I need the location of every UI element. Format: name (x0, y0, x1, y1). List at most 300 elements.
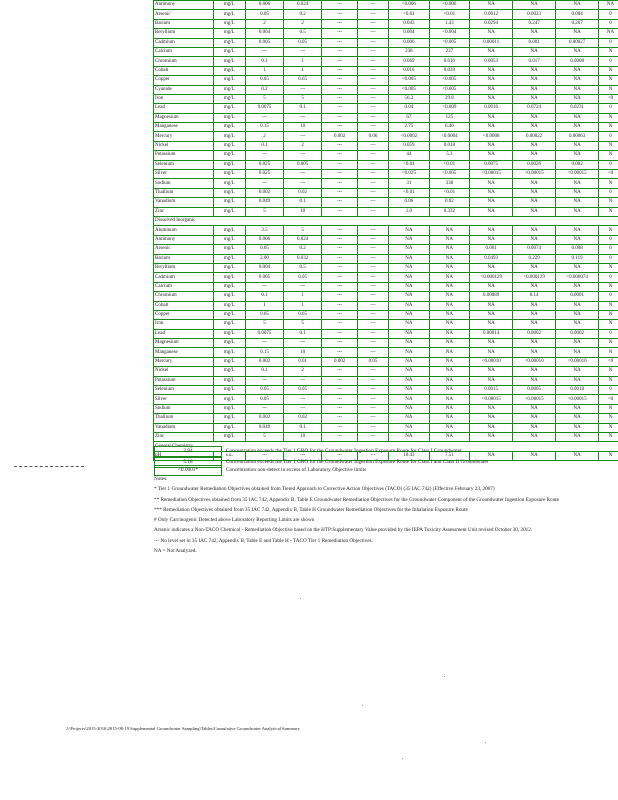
value-cell: mg/L (213, 160, 245, 169)
value-cell: --- (358, 367, 389, 376)
value-cell: <0.00010 (470, 357, 513, 366)
value-cell: --- (358, 226, 389, 235)
value-cell: 237 (429, 47, 470, 56)
value-cell: NA (513, 235, 556, 244)
value-cell: NA (429, 273, 470, 282)
value-cell: NA (389, 386, 430, 395)
value-cell: --- (284, 376, 322, 385)
value-cell: 5 (245, 94, 283, 103)
note-line: *** Remediation Objectives obtained from 35 IAC 742, Appendix B, Table H Groundwater Remediation Objectives for the Inhalation Exposure Route (154, 506, 468, 513)
value-cell: NA (429, 263, 470, 272)
value-cell: --- (322, 170, 358, 179)
value-cell: 0.267 (556, 19, 599, 28)
value-cell: --- (358, 151, 389, 160)
value-cell: 0.0053 (470, 57, 513, 66)
analyte-cell: Copper (154, 310, 214, 319)
value-cell: mg/L (213, 320, 245, 329)
value-cell: NA (556, 451, 599, 460)
value-cell: 0.5 (284, 263, 322, 272)
value-cell: 0.1 (284, 423, 322, 432)
value-cell: NA (513, 85, 556, 94)
table-row (154, 141, 618, 150)
table-row (154, 29, 618, 38)
value-cell: 0.2 (284, 10, 322, 19)
value-cell: --- (358, 47, 389, 56)
value-cell: N (599, 414, 618, 423)
analyte-cell: Beryllium (154, 263, 214, 272)
value-cell: NA (556, 188, 599, 197)
value-cell: NA (513, 226, 556, 235)
value-cell: NA (556, 423, 599, 432)
value-cell: NA (513, 414, 556, 423)
analyte-cell: Mercury (154, 132, 214, 141)
value-cell: N (599, 339, 618, 348)
value-cell: 0.002 (245, 357, 283, 366)
value-cell: mg/L (213, 245, 245, 254)
value-cell: 0.0231 (556, 104, 599, 113)
value-cell: NA (429, 310, 470, 319)
value-cell: mg/L (213, 38, 245, 47)
value-cell: --- (322, 292, 358, 301)
analyte-cell: Barium (154, 254, 214, 263)
value-cell: 0.332 (429, 207, 470, 216)
value-cell: NA (429, 376, 470, 385)
value-cell: 0 (599, 235, 618, 244)
value-cell: --- (284, 151, 322, 160)
value-cell: NA (556, 367, 599, 376)
value-cell: 5 (245, 432, 283, 441)
value-cell: NA (556, 404, 599, 413)
value-cell: N (599, 432, 618, 441)
value-cell: --- (358, 329, 389, 338)
value-cell: mg/L (213, 254, 245, 263)
analyte-cell: Manganese (154, 123, 214, 132)
legend-text: Concentration exceeds the Tier 1 GRO for the Groundwater Ingestion Exposure Route for Class I and Class II Groundwater (226, 459, 489, 465)
value-cell: <0.005 (389, 85, 430, 94)
value-cell: 44 (389, 151, 430, 160)
value-cell: 0 (599, 245, 618, 254)
value-cell: --- (322, 320, 358, 329)
value-cell: 0.05 (245, 10, 283, 19)
value-cell: NA (470, 29, 513, 38)
table-row (154, 151, 618, 160)
value-cell: --- (322, 432, 358, 441)
value-cell: --- (245, 404, 283, 413)
value-cell: --- (322, 395, 358, 404)
analyte-cell: Barium (154, 19, 214, 28)
value-cell: <0.005 (429, 38, 470, 47)
value-cell: --- (322, 19, 358, 28)
value-cell: --- (284, 47, 322, 56)
value-cell: --- (322, 160, 358, 169)
value-cell: NA (513, 432, 556, 441)
value-cell: mg/L (213, 273, 245, 282)
table-row (154, 386, 618, 395)
value-cell: <0.005 (429, 76, 470, 85)
value-cell: NA (429, 320, 470, 329)
value-cell: NA (513, 282, 556, 291)
table-row (154, 423, 618, 432)
value-cell: N (599, 47, 618, 56)
value-cell: <0.01 (389, 160, 430, 169)
analyte-cell: Silver (154, 170, 214, 179)
value-cell: 29.8 (429, 94, 470, 103)
table-row (154, 38, 618, 47)
table-row (154, 329, 618, 338)
value-cell: 0.02 (284, 188, 322, 197)
value-cell: 0.01 (284, 357, 322, 366)
value-cell: --- (358, 235, 389, 244)
value-cell: 0.002 (245, 188, 283, 197)
value-cell: NA (513, 301, 556, 310)
value-cell: mg/L (213, 188, 245, 197)
value-cell: NA (470, 282, 513, 291)
value-cell: N (599, 423, 618, 432)
value-cell: --- (358, 320, 389, 329)
value-cell: 0.14 (513, 292, 556, 301)
value-cell: 0.004 (245, 263, 283, 272)
value-cell: <0.004 (429, 29, 470, 38)
value-cell: NA (389, 282, 430, 291)
value-cell: 5 (284, 320, 322, 329)
value-cell: NA (429, 357, 470, 366)
value-cell: --- (358, 76, 389, 85)
value-cell: mg/L (213, 367, 245, 376)
value-cell: NA (429, 339, 470, 348)
value-cell: 0.00089 (470, 292, 513, 301)
value-cell: --- (322, 451, 358, 460)
value-cell: NA (513, 94, 556, 103)
table-row (154, 160, 618, 169)
value-cell: 0.229 (513, 254, 556, 263)
value-cell: N (599, 151, 618, 160)
value-cell: <0.0004 (429, 132, 470, 141)
analyte-cell: Chromium (154, 292, 214, 301)
value-cell: <0.01 (429, 10, 470, 19)
value-cell: NA (470, 339, 513, 348)
value-cell: 0.0012 (470, 10, 513, 19)
value-cell: 0.004 (245, 29, 283, 38)
value-cell: 0.032 (284, 254, 322, 263)
value-cell: NA (599, 29, 618, 38)
value-cell: 0.65 (245, 310, 283, 319)
analyte-cell: Cobalt (154, 66, 214, 75)
value-cell: 0.002 (556, 160, 599, 169)
value-cell: NA (556, 339, 599, 348)
value-cell: NA (470, 141, 513, 150)
value-cell: NA (513, 188, 556, 197)
value-cell: N (599, 404, 618, 413)
value-cell: 31 (389, 179, 430, 188)
value-cell: 0.0002 (556, 329, 599, 338)
value-cell: --- (358, 113, 389, 122)
value-cell: 0.0075 (245, 329, 283, 338)
value-cell: 0 (599, 188, 618, 197)
value-cell: NA (470, 367, 513, 376)
value-cell: <0.00010 (556, 357, 599, 366)
analyte-cell: Iron (154, 94, 214, 103)
value-cell: --- (322, 263, 358, 272)
value-cell: NA (389, 263, 430, 272)
value-cell: NA (429, 292, 470, 301)
value-cell: 0.1 (284, 104, 322, 113)
value-cell: --- (358, 10, 389, 19)
value-cell: <0 (599, 357, 618, 366)
value-cell: 125 (429, 113, 470, 122)
value-cell: --- (322, 310, 358, 319)
table-row (154, 179, 618, 188)
value-cell: 0.0075 (245, 104, 283, 113)
value-cell: <0 (599, 94, 618, 103)
analyte-cell: Chromium (154, 57, 214, 66)
value-cell: 0.049 (245, 198, 283, 207)
legend-row (154, 446, 462, 456)
value-cell: 0.049 (245, 423, 283, 432)
value-cell: 1.0 (389, 207, 430, 216)
value-cell: 10 (284, 207, 322, 216)
value-cell: --- (322, 226, 358, 235)
value-cell: --- (358, 376, 389, 385)
value-cell: <0.000129 (513, 273, 556, 282)
value-cell: NA (556, 301, 599, 310)
value-cell: --- (322, 141, 358, 150)
value-cell: --- (358, 451, 389, 460)
value-cell: 0.00027 (556, 38, 599, 47)
value-cell: 0 (599, 38, 618, 47)
value-cell: --- (284, 113, 322, 122)
value-cell: 3.5 (245, 226, 283, 235)
value-cell: NA (470, 263, 513, 272)
value-cell: 0.1 (284, 198, 322, 207)
value-cell: mg/L (213, 47, 245, 56)
value-cell: NA (470, 47, 513, 56)
value-cell: 56.2 (389, 94, 430, 103)
value-cell: 238 (389, 47, 430, 56)
value-cell: NA (513, 339, 556, 348)
value-cell: mg/L (213, 376, 245, 385)
value-cell: 0.0074 (513, 245, 556, 254)
value-cell: <0.0002 (389, 132, 430, 141)
value-cell: 0.018 (429, 141, 470, 150)
value-cell: 0.65 (284, 76, 322, 85)
value-cell: 0.006 (245, 1, 283, 10)
value-cell: 0.001 (513, 38, 556, 47)
value-cell: 1 (284, 57, 322, 66)
analyte-cell: Manganese (154, 348, 214, 357)
value-cell: --- (358, 66, 389, 75)
table-row (154, 1, 618, 10)
table-row (154, 254, 618, 263)
value-cell: NA (389, 395, 430, 404)
value-cell: --- (322, 94, 358, 103)
value-cell: NA (556, 85, 599, 94)
value-cell: NA (513, 423, 556, 432)
value-cell: 5 (245, 320, 283, 329)
value-cell: 5 (284, 94, 322, 103)
value-cell: 0 (599, 19, 618, 28)
value-cell: NA (429, 235, 470, 244)
value-cell: 0.0294 (470, 19, 513, 28)
value-cell: NA (513, 151, 556, 160)
value-cell: mg/L (213, 292, 245, 301)
table-row (154, 47, 618, 56)
note-line: ** Remediation Objectives obtained from 35 IAC 742, Appendix B, Table E Groundwater Remediation Objectives for the Groundwater Component of the Groundwater Ingestion Exposure Route (154, 496, 559, 503)
file-path-footer: J:\Projects\2015-2016\2015-08-19 Supplemental Groundwater Sampling\Tables\Cumulative Groundwater Analytical Summary (66, 726, 300, 731)
analyte-cell: Potassium (154, 151, 214, 160)
value-cell: --- (358, 395, 389, 404)
value-cell: NA (470, 235, 513, 244)
value-cell: <0.00015 (513, 170, 556, 179)
value-cell: --- (322, 179, 358, 188)
value-cell: NA (389, 404, 430, 413)
value-cell: 0.00022 (513, 132, 556, 141)
value-cell: --- (322, 57, 358, 66)
value-cell: 2.75 (389, 123, 430, 132)
table-row (154, 94, 618, 103)
value-cell: 0.15 (245, 123, 283, 132)
value-cell: --- (322, 151, 358, 160)
value-cell: NA (556, 29, 599, 38)
analyte-cell: Thallium (154, 188, 214, 197)
table-notes (154, 474, 614, 556)
value-cell: NA (470, 179, 513, 188)
value-cell: NA (513, 198, 556, 207)
value-cell: 0.05 (245, 245, 283, 254)
value-cell: mg/L (213, 151, 245, 160)
value-cell: --- (322, 423, 358, 432)
value-cell: mg/L (213, 432, 245, 441)
value-cell: --- (322, 38, 358, 47)
note-line: * Tier 1 Groundwater Remediation Objectives obtained from Tiered Approach to Corrective Action Objectives (TACO) (35 IAC 742) (Effective February 23, 2007) (154, 486, 495, 493)
value-cell: 0 (599, 254, 618, 263)
value-cell: NA (513, 1, 556, 10)
table-row (154, 367, 618, 376)
value-cell: --- (358, 19, 389, 28)
value-cell: NA (389, 329, 430, 338)
table-row (154, 273, 618, 282)
value-cell: NA (470, 301, 513, 310)
value-cell: N (599, 263, 618, 272)
value-cell: --- (322, 188, 358, 197)
value-cell: --- (358, 29, 389, 38)
value-cell: mg/L (213, 141, 245, 150)
value-cell: 0 (599, 10, 618, 19)
value-cell: NA (429, 367, 470, 376)
value-cell: --- (322, 29, 358, 38)
value-cell: --- (358, 273, 389, 282)
value-cell: 0.05 (284, 386, 322, 395)
value-cell: NA (389, 357, 430, 366)
value-cell: NA (470, 113, 513, 122)
value-cell: NA (470, 151, 513, 160)
value-cell: mg/L (213, 207, 245, 216)
value-cell: 0.0015 (470, 386, 513, 395)
value-cell: NA (513, 451, 556, 460)
value-cell: --- (358, 292, 389, 301)
table-row (154, 414, 618, 423)
value-cell: 0.005 (284, 160, 322, 169)
value-cell: NA (389, 414, 430, 423)
value-cell: 0.043 (389, 19, 430, 28)
value-cell: --- (358, 94, 389, 103)
value-cell: <0.009 (429, 104, 470, 113)
value-cell: --- (322, 404, 358, 413)
table-row (154, 404, 618, 413)
value-cell: mg/L (213, 94, 245, 103)
value-cell: 0.069 (389, 57, 430, 66)
value-cell: 10 (284, 348, 322, 357)
table-row (154, 19, 618, 28)
value-cell: <0.01 (429, 160, 470, 169)
value-cell: mg/L (213, 198, 245, 207)
value-cell: --- (358, 207, 389, 216)
value-cell: --- (358, 310, 389, 319)
value-cell: --- (322, 104, 358, 113)
value-cell: NA (556, 235, 599, 244)
value-cell: 0.004 (556, 10, 599, 19)
section-title: Dissolved Inorganic (154, 216, 618, 225)
value-cell: 0.2 (245, 85, 283, 94)
table-row (154, 395, 618, 404)
value-cell: --- (358, 263, 389, 272)
value-cell: mg/L (213, 301, 245, 310)
value-cell: --- (358, 254, 389, 263)
table-row (154, 132, 618, 141)
value-cell: <0.00015 (556, 395, 599, 404)
value-cell: --- (322, 301, 358, 310)
value-cell: NA (389, 367, 430, 376)
analyte-cell: Magnesium (154, 113, 214, 122)
value-cell: NA (556, 348, 599, 357)
legend-swatch: <0.0001* (154, 465, 222, 476)
value-cell: mg/L (213, 1, 245, 10)
value-cell: --- (358, 1, 389, 10)
value-cell: N (599, 179, 618, 188)
value-cell: 0 (599, 132, 618, 141)
value-cell: --- (358, 188, 389, 197)
value-cell: 0 (599, 273, 618, 282)
value-cell: 0.02 (284, 414, 322, 423)
value-cell: NA (513, 367, 556, 376)
value-cell: 10 (284, 432, 322, 441)
value-cell: NA (429, 301, 470, 310)
value-cell: 5.3 (429, 151, 470, 160)
value-cell: 5 (284, 226, 322, 235)
value-cell: 1 (284, 301, 322, 310)
value-cell: 0.025 (245, 170, 283, 179)
value-cell: NA (513, 123, 556, 132)
value-cell: mg/L (213, 395, 245, 404)
legend-swatch: 5.18 (154, 457, 222, 468)
table-row (154, 348, 618, 357)
table-row (154, 320, 618, 329)
value-cell: NA (556, 207, 599, 216)
value-cell: --- (284, 395, 322, 404)
value-cell: NA (389, 348, 430, 357)
value-cell: --- (322, 282, 358, 291)
value-cell: 0 (599, 329, 618, 338)
value-cell: NA (556, 414, 599, 423)
value-cell: 1.43 (429, 19, 470, 28)
value-cell: 2 (284, 19, 322, 28)
value-cell: <0.00015 (470, 395, 513, 404)
value-cell: NA (513, 348, 556, 357)
value-cell: --- (358, 141, 389, 150)
value-cell: NA (556, 66, 599, 75)
value-cell: 0.008 (556, 245, 599, 254)
value-cell: mg/L (213, 386, 245, 395)
analyte-cell: Nickel (154, 141, 214, 150)
